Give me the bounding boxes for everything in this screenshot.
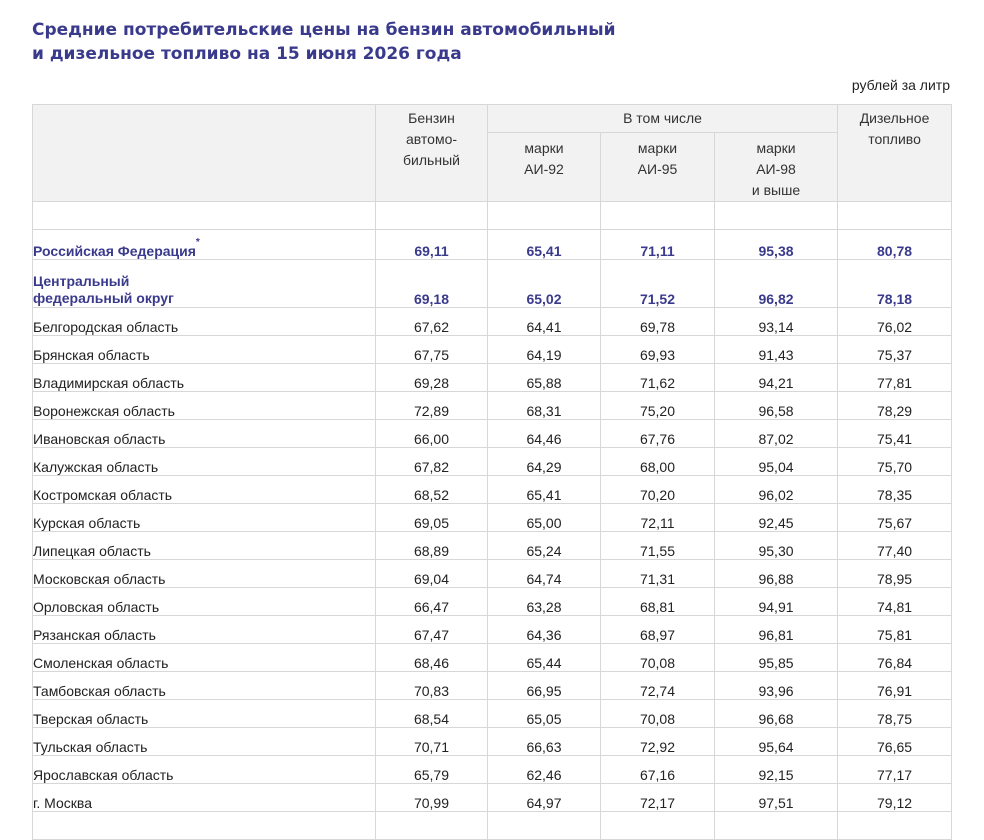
row-name: Липецкая область bbox=[33, 532, 376, 560]
table-row bbox=[33, 588, 952, 616]
cell-diesel: 78,75 bbox=[838, 700, 952, 728]
cell-gasoline: 68,54 bbox=[376, 700, 488, 728]
cell-diesel: 78,18 bbox=[838, 260, 952, 308]
cell-diesel: 77,40 bbox=[838, 532, 952, 560]
spacer-row bbox=[33, 202, 952, 230]
cell-ai98: 95,30 bbox=[715, 532, 838, 560]
cell-ai95: 67,76 bbox=[601, 420, 715, 448]
row-name: Брянская область bbox=[33, 336, 376, 364]
cell-gasoline: 65,79 bbox=[376, 756, 488, 784]
cell-ai92: 64,41 bbox=[488, 308, 601, 336]
cell-gasoline: 67,75 bbox=[376, 336, 488, 364]
cell-gasoline: 69,18 bbox=[376, 260, 488, 308]
cell-diesel: 76,02 bbox=[838, 308, 952, 336]
cell-diesel: 78,95 bbox=[838, 560, 952, 588]
cell-ai92: 63,28 bbox=[488, 588, 601, 616]
cell-ai95: 69,93 bbox=[601, 336, 715, 364]
header-ai98: марки АИ-98 и выше bbox=[715, 133, 838, 202]
cell-gasoline: 68,46 bbox=[376, 644, 488, 672]
cell-ai98: 92,15 bbox=[715, 756, 838, 784]
cell-gasoline: 72,89 bbox=[376, 392, 488, 420]
cell-gasoline: 68,52 bbox=[376, 476, 488, 504]
cell-ai92: 64,46 bbox=[488, 420, 601, 448]
cell-gasoline: 67,47 bbox=[376, 616, 488, 644]
table-row-partial bbox=[33, 812, 952, 840]
row-name: Орловская область bbox=[33, 588, 376, 616]
row-name: Воронежская область bbox=[33, 392, 376, 420]
cell-ai95: 72,17 bbox=[601, 784, 715, 812]
table-row bbox=[33, 728, 952, 756]
cell-gasoline: 67,82 bbox=[376, 448, 488, 476]
cell-diesel: 76,84 bbox=[838, 644, 952, 672]
cell-gasoline: 69,05 bbox=[376, 504, 488, 532]
cell-diesel: 78,29 bbox=[838, 392, 952, 420]
row-name: Московская область bbox=[33, 560, 376, 588]
table-body bbox=[33, 202, 952, 840]
cell-ai98: 96,58 bbox=[715, 392, 838, 420]
cell-ai98: 95,38 bbox=[715, 230, 838, 260]
table-row bbox=[33, 308, 952, 336]
cell-diesel: 74,81 bbox=[838, 588, 952, 616]
cell-gasoline: 66,47 bbox=[376, 588, 488, 616]
cell-diesel: 75,70 bbox=[838, 448, 952, 476]
cell-ai95: 71,31 bbox=[601, 560, 715, 588]
header-gasoline: Бензин автомо- бильный bbox=[376, 105, 488, 202]
cell-diesel: 75,41 bbox=[838, 420, 952, 448]
row-name: Тверская область bbox=[33, 700, 376, 728]
page-title bbox=[32, 18, 616, 66]
cell-ai98: 94,21 bbox=[715, 364, 838, 392]
cell-ai92: 66,95 bbox=[488, 672, 601, 700]
cell-diesel: 78,35 bbox=[838, 476, 952, 504]
cell-ai92: 65,00 bbox=[488, 504, 601, 532]
header-ai92: марки АИ-92 bbox=[488, 133, 601, 202]
cell-ai98: 95,85 bbox=[715, 644, 838, 672]
cell-ai92: 64,74 bbox=[488, 560, 601, 588]
row-name: Смоленская область bbox=[33, 644, 376, 672]
table-row bbox=[33, 700, 952, 728]
title-line-2: и дизельное топливо на 15 июня 2026 года bbox=[32, 44, 462, 64]
table-row bbox=[33, 448, 952, 476]
row-name: г. Москва bbox=[33, 784, 376, 812]
table-row bbox=[33, 644, 952, 672]
cell-ai98: 95,04 bbox=[715, 448, 838, 476]
table-row bbox=[33, 392, 952, 420]
cell-ai92: 64,36 bbox=[488, 616, 601, 644]
cell-ai92: 65,05 bbox=[488, 700, 601, 728]
row-name: Тульская область bbox=[33, 728, 376, 756]
cell-ai98: 96,02 bbox=[715, 476, 838, 504]
cell-ai95: 70,08 bbox=[601, 700, 715, 728]
cell-ai95: 68,81 bbox=[601, 588, 715, 616]
table-row bbox=[33, 616, 952, 644]
cell-ai98: 92,45 bbox=[715, 504, 838, 532]
cell-ai92: 65,88 bbox=[488, 364, 601, 392]
cell-ai98: 94,91 bbox=[715, 588, 838, 616]
cell-ai95: 68,97 bbox=[601, 616, 715, 644]
header-diesel: Дизельное топливо bbox=[838, 105, 952, 202]
cell-gasoline: 66,00 bbox=[376, 420, 488, 448]
footnote-mark: * bbox=[195, 237, 200, 248]
row-name: Ярославская область bbox=[33, 756, 376, 784]
cell-ai98: 87,02 bbox=[715, 420, 838, 448]
cell-gasoline: 69,11 bbox=[376, 230, 488, 260]
unit-label: рублей за литр bbox=[851, 77, 950, 93]
cell-ai92: 65,44 bbox=[488, 644, 601, 672]
cell-diesel: 80,78 bbox=[838, 230, 952, 260]
cell-ai92: 65,41 bbox=[488, 230, 601, 260]
row-name: Костромская область bbox=[33, 476, 376, 504]
row-name: Рязанская область bbox=[33, 616, 376, 644]
cell-ai98: 93,96 bbox=[715, 672, 838, 700]
cell-ai95: 69,78 bbox=[601, 308, 715, 336]
cell-ai95: 70,08 bbox=[601, 644, 715, 672]
row-name: Калужская область bbox=[33, 448, 376, 476]
table-row bbox=[33, 784, 952, 812]
row-name: Курская область bbox=[33, 504, 376, 532]
table-row bbox=[33, 476, 952, 504]
cell-ai95: 75,20 bbox=[601, 392, 715, 420]
table-row bbox=[33, 756, 952, 784]
table-row bbox=[33, 504, 952, 532]
cell-ai98: 96,82 bbox=[715, 260, 838, 308]
cell-gasoline: 70,99 bbox=[376, 784, 488, 812]
cell-ai98: 97,51 bbox=[715, 784, 838, 812]
header-ai95: марки АИ-95 bbox=[601, 133, 715, 202]
table-row-russian-federation bbox=[33, 230, 952, 260]
title-line-1: Средние потребительские цены на бензин автомобильный bbox=[32, 20, 616, 40]
cell-ai92: 65,24 bbox=[488, 532, 601, 560]
cell-diesel: 77,81 bbox=[838, 364, 952, 392]
cell-ai95: 72,11 bbox=[601, 504, 715, 532]
table-row-central-federal-district bbox=[33, 260, 952, 308]
cell-ai92: 65,41 bbox=[488, 476, 601, 504]
table-row bbox=[33, 336, 952, 364]
cell-ai95: 71,52 bbox=[601, 260, 715, 308]
cell-ai95: 71,11 bbox=[601, 230, 715, 260]
cell-ai92: 64,29 bbox=[488, 448, 601, 476]
row-name: Тамбовская область bbox=[33, 672, 376, 700]
cell-ai98: 96,68 bbox=[715, 700, 838, 728]
cell-diesel: 77,17 bbox=[838, 756, 952, 784]
cell-ai92: 64,97 bbox=[488, 784, 601, 812]
cell-ai95: 71,55 bbox=[601, 532, 715, 560]
table-header bbox=[33, 105, 952, 202]
cell-ai95: 67,16 bbox=[601, 756, 715, 784]
cell-ai95: 72,92 bbox=[601, 728, 715, 756]
cell-diesel: 79,12 bbox=[838, 784, 952, 812]
cell-ai92: 65,02 bbox=[488, 260, 601, 308]
table-row bbox=[33, 420, 952, 448]
row-name: Российская Федерация* bbox=[33, 230, 376, 260]
cell-ai95: 70,20 bbox=[601, 476, 715, 504]
table-row bbox=[33, 560, 952, 588]
prices-table bbox=[32, 104, 952, 840]
cell-gasoline: 69,04 bbox=[376, 560, 488, 588]
cell-diesel: 76,91 bbox=[838, 672, 952, 700]
cell-ai92: 64,19 bbox=[488, 336, 601, 364]
table-row bbox=[33, 532, 952, 560]
cell-ai98: 95,64 bbox=[715, 728, 838, 756]
cell-gasoline: 70,71 bbox=[376, 728, 488, 756]
cell-ai98: 93,14 bbox=[715, 308, 838, 336]
cell-ai98: 91,43 bbox=[715, 336, 838, 364]
cell-diesel: 75,81 bbox=[838, 616, 952, 644]
cell-diesel: 75,67 bbox=[838, 504, 952, 532]
table-row bbox=[33, 364, 952, 392]
cell-ai95: 72,74 bbox=[601, 672, 715, 700]
row-name: Ивановская область bbox=[33, 420, 376, 448]
cell-gasoline: 69,28 bbox=[376, 364, 488, 392]
table-row bbox=[33, 672, 952, 700]
header-region bbox=[33, 105, 376, 202]
cell-ai92: 66,63 bbox=[488, 728, 601, 756]
row-name: Белгородская область bbox=[33, 308, 376, 336]
cell-gasoline: 70,83 bbox=[376, 672, 488, 700]
cell-ai95: 68,00 bbox=[601, 448, 715, 476]
cell-ai95: 71,62 bbox=[601, 364, 715, 392]
cell-ai98: 96,88 bbox=[715, 560, 838, 588]
header-including: В том числе bbox=[488, 105, 838, 133]
row-name: Центральный федеральный округ bbox=[33, 260, 376, 308]
cell-ai98: 96,81 bbox=[715, 616, 838, 644]
cell-gasoline: 67,62 bbox=[376, 308, 488, 336]
cell-ai92: 68,31 bbox=[488, 392, 601, 420]
cell-ai92: 62,46 bbox=[488, 756, 601, 784]
row-name: Владимирская область bbox=[33, 364, 376, 392]
cell-diesel: 75,37 bbox=[838, 336, 952, 364]
cell-gasoline: 68,89 bbox=[376, 532, 488, 560]
cell-diesel: 76,65 bbox=[838, 728, 952, 756]
